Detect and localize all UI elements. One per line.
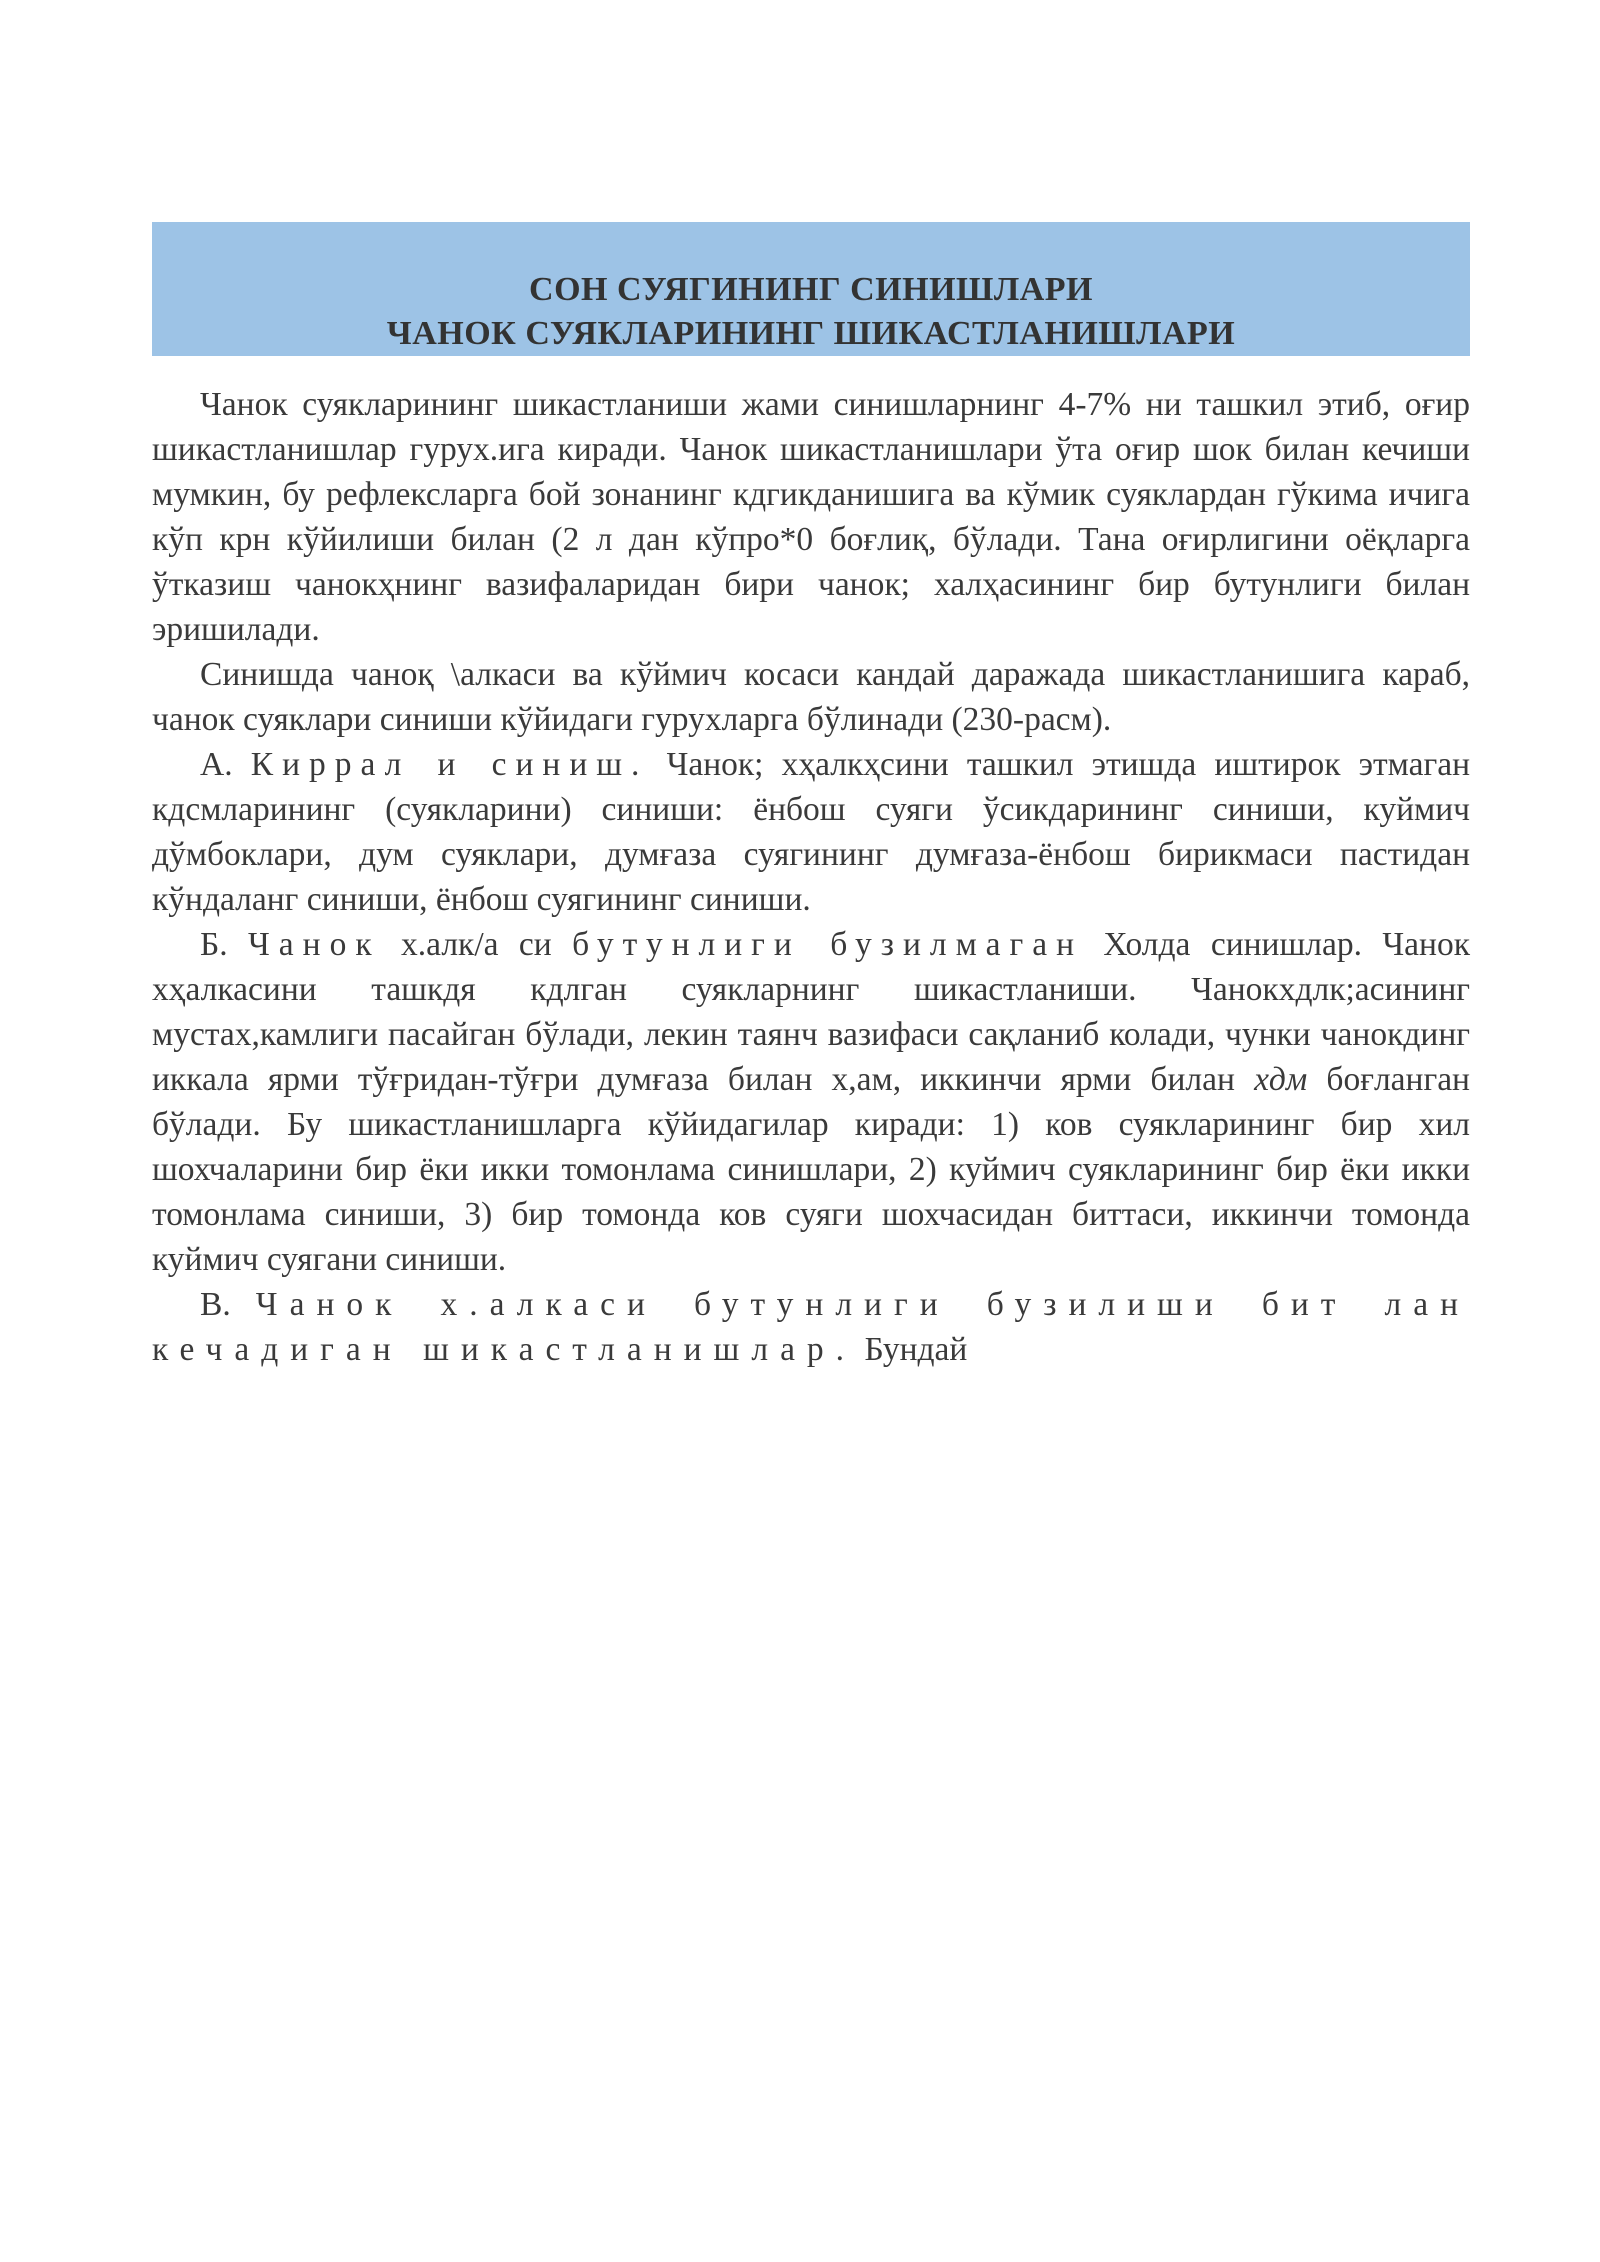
paragraph-4-mid: х.алк/а си [380,926,573,963]
paragraph-5-spaced-heading-1: Чанок х.алкаси бутунлиги бузилиши бит лан [255,1286,1470,1323]
paragraph-4-text-b: боғланган бўлади. Бу шикастланишларга кўйидагилар киради: 1) ков суякларининг бир хил шохчаларини бир ёки икки томонлама синишлари, 2) куймич суякларининг бир ёки икки томонлама синиши, 3) бир томонда ков суяги шохчасидан биттаси, иккинчи томонда куймич суягани синиши. [152,1061,1470,1278]
paragraph-5-spaced-heading-2: кечадиган шикастланишлар. [152,1331,857,1368]
body-text [152,382,1470,1372]
title-band [152,222,1470,356]
paragraph-3-spaced-heading: Киррал и синиш. [250,746,649,783]
paragraph-5-label: В. [200,1286,231,1323]
paragraph-4-italic: хдм [1254,1061,1308,1098]
paragraph-3 [152,742,1470,922]
paragraph-2: Синишда чаноқ \алкаси ва кўймич косаси кандай даражада шикастланишига караб, чанок суяклари синиши кўйидаги гурухларга бўлинади (230-расм). [152,656,1470,738]
paragraph-3-text: Чанок; хҳалкҳсини ташкил этишда иштирок этмаган кдсмларининг (суякларини) синиши: ёнбош суяги ўсикдарининг синиши, куймич дўмбоклари, дум суяклари, думғаза суягининг думғаза-ёнбош бирикмаси пастидан кўндаланг синиши, ёнбош суягининг синиши. [152,746,1471,918]
paragraph-5-line-2 [152,1327,1470,1372]
page-title-line-2: ЧАНОК СУЯКЛАРИНИНГ ШИКАСТЛАНИШЛАРИ [386,315,1236,352]
paragraph-3-label: А. [200,746,233,783]
paragraph-5-line-1 [152,1282,1470,1327]
paragraph-5-text: Бундай [856,1331,968,1368]
paragraph-4-spaced-heading-2: бутунлиги бузилмаган [572,926,1083,963]
paragraph-4 [152,922,1470,1282]
paragraph-4-text-a: Холда синишлар. Чанок хҳалкасини ташкдя кдлган суякларнинг шикастланиши. Чанокхдлк;асининг мустах,камлиги пасайган бўлади, лекин таянч вазифаси сақланиб колади, чунки чанокдинг иккала ярми тўғридан-тўғри думғаза билан х,ам, иккинчи ярми билан [152,926,1470,1098]
paragraph-5 [152,1282,1470,1372]
paragraph-4-spaced-heading-1: Чанок [248,926,381,963]
paragraph-1: Чанок суякларининг шикастланиши жами синишларнинг 4-7% ни ташкил этиб, оғир шикастланишлар гурух.ига киради. Чанок шикастланишлари ўта оғир шок билан кечиши мумкин, бу рефлексларга бой зонанинг кдгикданишига ва кўмик суяклардан гўкима ичига кўп крн кўйилиши билан (2 л дан кўпро*0 боғлиқ, бўлади. Тана оғирлигини оёқларга ўтказиш чанокҳнинг вазифаларидан бири чанок; халҳасининг бир бутунлиги билан эришилади. [152,386,1470,648]
paragraph-4-label: Б. [200,926,228,963]
page-title-line-1: СОН СУЯГИНИНГ СИНИШЛАРИ [529,271,1093,308]
